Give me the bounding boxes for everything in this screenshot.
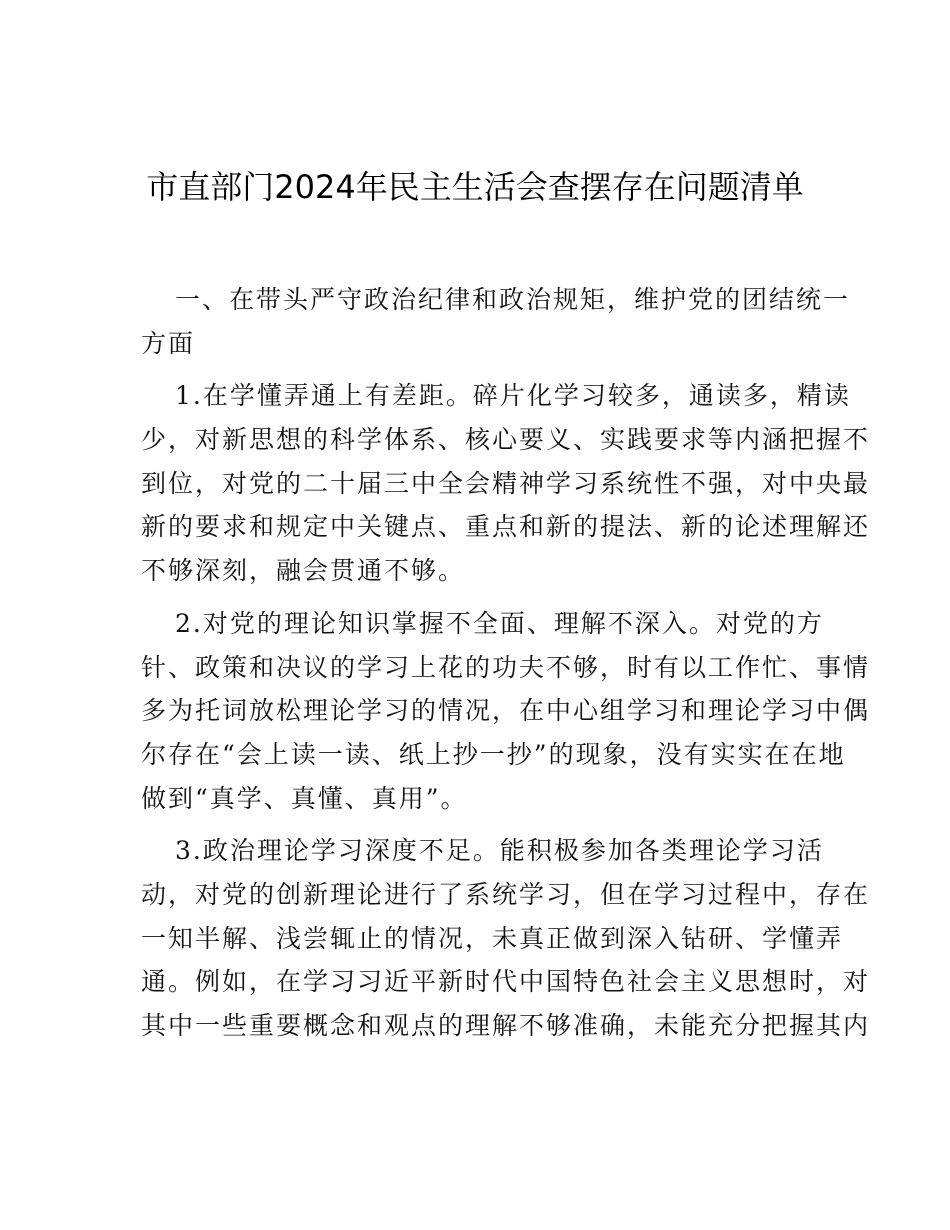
document-body [141,278,871,1057]
paragraph-item-3 [141,829,871,1047]
text-line: 通。例如，在学习习近平新时代中国特色社会主义思想时，对 [141,967,871,997]
text-line: 针、政策和决议的学习上花的功夫不够，时有以工作忙、事情 [141,652,871,682]
paragraph-item-1 [141,374,871,592]
text-line: 一、在带头严守政治纪律和政治规矩，维护党的团结统一 [175,285,851,314]
paragraph-item-2 [141,602,871,820]
section-heading [141,278,851,365]
text-line: 不够深刻，融会贯通不够。 [141,556,466,586]
text-line: 到位，对党的二十届三中全会精神学习系统性不强，对中央最 [141,468,871,498]
text-line: 3.政治理论学习深度不足。能积极参加各类理论学习活 [175,836,824,866]
text-line: 多为托词放松理论学习的情况，在中心组学习和理论学习中偶 [141,696,871,726]
text-line: 1.在学懂弄通上有差距。碎片化学习较多，通读多，精读 [175,381,851,411]
text-line: 2.对党的理论知识掌握不全面、理解不深入。对党的方 [175,608,824,638]
text-line: 尔存在“会上读一读、纸上抄一抄”的现象，没有实实在在地 [141,739,846,769]
text-line: 其中一些重要概念和观点的理解不够准确，未能充分把握其内 [141,1011,871,1040]
text-line: 动，对党的创新理论进行了系统学习，但在学习过程中，存在 [141,879,871,909]
document-title: 市直部门2024年民主生活会查摆存在问题清单 [146,168,804,206]
text-line: 做到“真学、真懂、真用”。 [141,783,468,813]
text-line: 新的要求和规定中关键点、重点和新的提法、新的论述理解还 [141,512,871,542]
text-line: 一知半解、浅尝辄止的情况，未真正做到深入钻研、学懂弄 [141,923,844,953]
text-line: 方面 [141,328,196,358]
text-line: 少，对新思想的科学体系、核心要义、实践要求等内涵把握不 [141,425,871,455]
